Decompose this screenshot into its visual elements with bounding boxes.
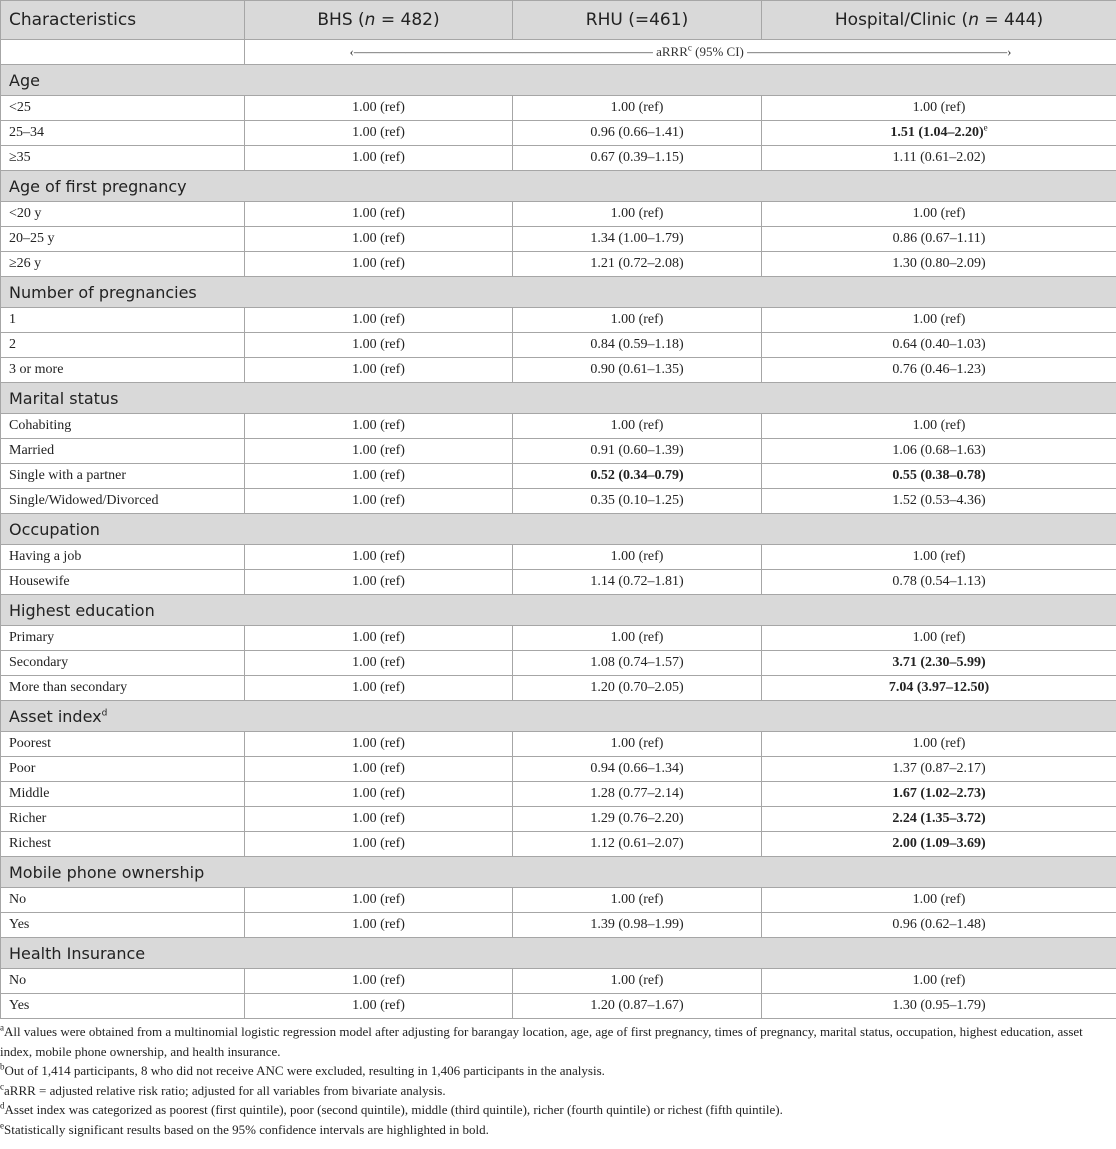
row-label: 2 <box>1 333 245 358</box>
section-title: Age <box>1 65 1116 96</box>
cell-rhu: 1.00 (ref) <box>513 545 762 570</box>
footnote: $^a$All values were obtained from a multinomial logistic regression model after adjusting for barangay location, age, age of first pregnancy, times of pregnancy, marital status, occupation, highest education, asset index, mobile phone ownership, and health insurance. <box>0 1022 1083 1059</box>
table-row <box>1 969 1116 994</box>
cell-rhu: 1.00 (ref) <box>513 888 762 913</box>
row-label: 20–25 y <box>1 227 245 252</box>
table-row <box>1 913 1116 938</box>
cell-rhu: 0.90 (0.61–1.35) <box>513 358 762 383</box>
table-row <box>1 146 1116 171</box>
cell-bhs: 1.00 (ref) <box>245 358 513 383</box>
cell-hospital-clinic: 1.00 (ref) <box>762 414 1116 439</box>
footnote: $^e$Statistically significant results based on the 95% confidence intervals are highlighted in bold. <box>0 1120 489 1137</box>
cell-hospital-clinic: 1.00 (ref) <box>762 888 1116 913</box>
table-row <box>1 782 1116 807</box>
table-header-row <box>1 1 1116 40</box>
cell-bhs: 1.00 (ref) <box>245 202 513 227</box>
cell-bhs: 1.00 (ref) <box>245 807 513 832</box>
row-label: 25–34 <box>1 121 245 146</box>
cell-bhs: 1.00 (ref) <box>245 676 513 701</box>
cell-hospital-clinic: 1.00 (ref) <box>762 308 1116 333</box>
header-rhu: RHU (=461) <box>513 1 762 40</box>
cell-hospital-clinic: 1.00 (ref) <box>762 545 1116 570</box>
section-header-row <box>1 938 1116 969</box>
cell-hospital-clinic: 1.37 (0.87–2.17) <box>762 757 1116 782</box>
subheader-empty-cell <box>1 40 245 65</box>
cell-bhs: 1.00 (ref) <box>245 146 513 171</box>
section-header-row <box>1 277 1116 308</box>
table-row <box>1 832 1116 857</box>
cell-bhs: 1.00 (ref) <box>245 570 513 595</box>
cell-rhu: 0.84 (0.59–1.18) <box>513 333 762 358</box>
cell-rhu: 1.20 (0.87–1.67) <box>513 994 762 1019</box>
cell-hospital-clinic: 1.06 (0.68–1.63) <box>762 439 1116 464</box>
section-title: Age of first pregnancy <box>1 171 1116 202</box>
table-row <box>1 888 1116 913</box>
row-label: Richer <box>1 807 245 832</box>
cell-bhs: 1.00 (ref) <box>245 227 513 252</box>
cell-rhu: 1.28 (0.77–2.14) <box>513 782 762 807</box>
table-row <box>1 464 1116 489</box>
cell-hospital-clinic: 0.64 (0.40–1.03) <box>762 333 1116 358</box>
cell-rhu: 0.67 (0.39–1.15) <box>513 146 762 171</box>
table-subheader-row <box>1 40 1116 65</box>
cell-bhs: 1.00 (ref) <box>245 439 513 464</box>
cell-rhu: 1.12 (0.61–2.07) <box>513 832 762 857</box>
row-label: Middle <box>1 782 245 807</box>
row-label: Yes <box>1 913 245 938</box>
section-title: Mobile phone ownership <box>1 857 1116 888</box>
table-row <box>1 308 1116 333</box>
row-label: 3 or more <box>1 358 245 383</box>
cell-bhs: 1.00 (ref) <box>245 782 513 807</box>
cell-hospital-clinic: 0.86 (0.67–1.11) <box>762 227 1116 252</box>
cell-hospital-clinic: 3.71 (2.30–5.99) <box>762 651 1116 676</box>
cell-rhu: 0.91 (0.60–1.39) <box>513 439 762 464</box>
section-title: Highest education <box>1 595 1116 626</box>
cell-hospital-clinic: 1.00 (ref) <box>762 969 1116 994</box>
cell-hospital-clinic: 2.00 (1.09–3.69) <box>762 832 1116 857</box>
cell-rhu: 1.21 (0.72–2.08) <box>513 252 762 277</box>
cell-bhs: 1.00 (ref) <box>245 994 513 1019</box>
table-row <box>1 227 1116 252</box>
table-row <box>1 545 1116 570</box>
cell-bhs: 1.00 (ref) <box>245 308 513 333</box>
table-row <box>1 676 1116 701</box>
row-label: Primary <box>1 626 245 651</box>
row-label: ≥35 <box>1 146 245 171</box>
cell-bhs: 1.00 (ref) <box>245 969 513 994</box>
table-row <box>1 96 1116 121</box>
cell-bhs: 1.00 (ref) <box>245 832 513 857</box>
header-bhs: BHS (n = 482) <box>245 1 513 40</box>
cell-rhu: 1.14 (0.72–1.81) <box>513 570 762 595</box>
subheader-arrr-label: ‹——————————————————————— aRRR$^c$ (95% CI) ————————————————————› <box>245 40 1116 65</box>
table-row <box>1 626 1116 651</box>
cell-bhs: 1.00 (ref) <box>245 489 513 514</box>
cell-rhu: 1.00 (ref) <box>513 202 762 227</box>
cell-hospital-clinic: 1.11 (0.61–2.02) <box>762 146 1116 171</box>
cell-bhs: 1.00 (ref) <box>245 252 513 277</box>
cell-hospital-clinic: 2.24 (1.35–3.72) <box>762 807 1116 832</box>
cell-hospital-clinic: 1.52 (0.53–4.36) <box>762 489 1116 514</box>
cell-bhs: 1.00 (ref) <box>245 333 513 358</box>
cell-bhs: 1.00 (ref) <box>245 464 513 489</box>
table-row <box>1 570 1116 595</box>
row-label: <25 <box>1 96 245 121</box>
section-header-row <box>1 171 1116 202</box>
row-label: Richest <box>1 832 245 857</box>
footnote: $^c$aRRR = adjusted relative risk ratio; adjusted for all variables from bivariate analysis. <box>0 1081 446 1098</box>
section-header-row <box>1 857 1116 888</box>
cell-rhu: 1.34 (1.00–1.79) <box>513 227 762 252</box>
table-row <box>1 333 1116 358</box>
table-row <box>1 202 1116 227</box>
cell-hospital-clinic: 1.30 (0.95–1.79) <box>762 994 1116 1019</box>
cell-rhu: 0.94 (0.66–1.34) <box>513 757 762 782</box>
cell-hospital-clinic: 1.00 (ref) <box>762 202 1116 227</box>
cell-hospital-clinic: 0.96 (0.62–1.48) <box>762 913 1116 938</box>
section-title: Marital status <box>1 383 1116 414</box>
cell-rhu: 1.00 (ref) <box>513 414 762 439</box>
row-label: Having a job <box>1 545 245 570</box>
row-label: More than secondary <box>1 676 245 701</box>
section-header-row <box>1 383 1116 414</box>
cell-hospital-clinic: 1.00 (ref) <box>762 626 1116 651</box>
cell-hospital-clinic: 0.55 (0.38–0.78) <box>762 464 1116 489</box>
table-row <box>1 807 1116 832</box>
cell-hospital-clinic: 1.00 (ref) <box>762 96 1116 121</box>
cell-hospital-clinic: 1.67 (1.02–2.73) <box>762 782 1116 807</box>
cell-bhs: 1.00 (ref) <box>245 414 513 439</box>
cell-hospital-clinic: 1.51 $(1.04-2.20)^e$ <box>762 121 1116 146</box>
cell-hospital-clinic: 0.78 (0.54–1.13) <box>762 570 1116 595</box>
footnote: $^b$Out of 1,414 participants, 8 who did not receive ANC were excluded, resulting in 1,406 participants in the analysis. <box>0 1061 605 1078</box>
row-label: Yes <box>1 994 245 1019</box>
cell-rhu: 1.00 (ref) <box>513 969 762 994</box>
table-row <box>1 732 1116 757</box>
row-label: Poorest <box>1 732 245 757</box>
cell-rhu: 0.96 (0.66–1.41) <box>513 121 762 146</box>
section-title: Health Insurance <box>1 938 1116 969</box>
cell-rhu: 1.00 (ref) <box>513 308 762 333</box>
table-row <box>1 252 1116 277</box>
section-title: Number of pregnancies <box>1 277 1116 308</box>
footnotes <box>0 1019 1116 1139</box>
table-row <box>1 121 1116 146</box>
cell-rhu: 1.00 (ref) <box>513 626 762 651</box>
cell-rhu: 0.52 (0.34–0.79) <box>513 464 762 489</box>
table-row <box>1 757 1116 782</box>
cell-hospital-clinic: 1.30 (0.80–2.09) <box>762 252 1116 277</box>
row-label: 1 <box>1 308 245 333</box>
row-label: Housewife <box>1 570 245 595</box>
row-label: Secondary <box>1 651 245 676</box>
cell-bhs: 1.00 (ref) <box>245 757 513 782</box>
table-row <box>1 414 1116 439</box>
cell-bhs: 1.00 (ref) <box>245 913 513 938</box>
cell-bhs: 1.00 (ref) <box>245 96 513 121</box>
cell-rhu: 1.00 (ref) <box>513 96 762 121</box>
cell-bhs: 1.00 (ref) <box>245 732 513 757</box>
row-label: Poor <box>1 757 245 782</box>
cell-rhu: 1.00 (ref) <box>513 732 762 757</box>
cell-hospital-clinic: 0.76 (0.46–1.23) <box>762 358 1116 383</box>
table-row <box>1 994 1116 1019</box>
cell-rhu: 1.39 (0.98–1.99) <box>513 913 762 938</box>
cell-bhs: 1.00 (ref) <box>245 651 513 676</box>
row-label: <20 y <box>1 202 245 227</box>
row-label: ≥26 y <box>1 252 245 277</box>
section-header-row <box>1 595 1116 626</box>
table-row <box>1 489 1116 514</box>
cell-rhu: 0.35 (0.10–1.25) <box>513 489 762 514</box>
cell-bhs: 1.00 (ref) <box>245 888 513 913</box>
section-header-row <box>1 701 1116 732</box>
row-label: Cohabiting <box>1 414 245 439</box>
row-label: No <box>1 888 245 913</box>
cell-bhs: 1.00 (ref) <box>245 545 513 570</box>
section-title: Occupation <box>1 514 1116 545</box>
cell-bhs: 1.00 (ref) <box>245 626 513 651</box>
header-hospital-clinic: Hospital/Clinic (n = 444) <box>762 1 1116 40</box>
section-header-row <box>1 65 1116 96</box>
table-row <box>1 439 1116 464</box>
cell-bhs: 1.00 (ref) <box>245 121 513 146</box>
header-characteristics: Characteristics <box>1 1 245 40</box>
cell-hospital-clinic: 1.00 (ref) <box>762 732 1116 757</box>
row-label: Single/Widowed/Divorced <box>1 489 245 514</box>
row-label: Married <box>1 439 245 464</box>
row-label: No <box>1 969 245 994</box>
row-label: Single with a partner <box>1 464 245 489</box>
table-row <box>1 651 1116 676</box>
cell-rhu: 1.20 (0.70–2.05) <box>513 676 762 701</box>
table-body <box>1 65 1116 1019</box>
table-row <box>1 358 1116 383</box>
section-title: Asset index$^d$ <box>1 701 1116 732</box>
cell-rhu: 1.29 (0.76–2.20) <box>513 807 762 832</box>
section-header-row <box>1 514 1116 545</box>
footnote: $^d$Asset index was categorized as poorest (first quintile), poor (second quintile), middle (third quintile), richer (fourth quintile) or richest (fifth quintile). <box>0 1100 783 1117</box>
cell-hospital-clinic: 7.04 (3.97–12.50) <box>762 676 1116 701</box>
cell-rhu: 1.08 (0.74–1.57) <box>513 651 762 676</box>
